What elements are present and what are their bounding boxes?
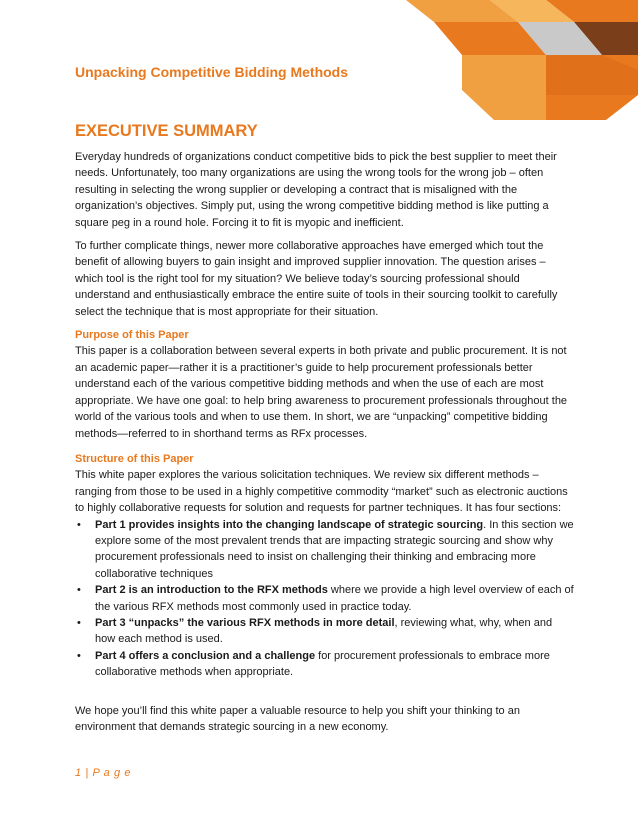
list-item [75, 648, 575, 681]
summary-paragraph-1: Everyday hundreds of organizations conduct competitive bids to pick the best supplier to meet their needs. Unfortunately, too many organizations are using the wrong tools for the wrong job – often resulting in selecting the wrong supplier or developing a contract that is misaligned with the organization’s objectives. Simply put, using the wrong competitive bidding method is like putting a square peg in a round hole. Forcing it to fit is myopic and inefficient. [75, 151, 557, 229]
page-number: 1 | P a g e [75, 767, 132, 779]
sections-list [75, 517, 575, 681]
list-item-bold: Part 2 is an introduction to the RFX methods [95, 584, 328, 597]
purpose-heading: Purpose of this Paper [75, 329, 189, 342]
executive-summary-heading: EXECUTIVE SUMMARY [75, 122, 258, 140]
structure-intro: This white paper explores the various solicitation techniques. We review six different methods – ranging from those to be used in a highly competitive commodity “market” such as electronic auctions to highly collaborative requests for solution and requests for partner techniques. It has four sections: [75, 469, 568, 515]
purpose-section [75, 327, 575, 442]
list-item-text: , reviewing what, why, when and how each method is used. [95, 616, 553, 646]
summary-paragraph-2: To further complicate things, newer more collaborative approaches have emerged which tout the benefit of allowing buyers to gain insight and improved supplier innovation. The question arises – which tool is the right tool for my situation? We believe today’s sourcing professional should understand and enthusiastically embrace the entire suite of tools in their sourcing toolkit to carefully select the technique that is most appropriate for their situation. [75, 240, 558, 318]
bullet-icon: • [77, 649, 81, 662]
list-item [75, 582, 575, 615]
list-item-text: . In this section we explore some of the most prevalent trends that are impacting strategic sourcing and show why procurement professionals need to insist on challenging their thinking and embracing more collaborative techniques [95, 518, 574, 580]
list-item-bold: Part 1 provides insights into the changing landscape of strategic sourcing [95, 518, 484, 531]
bullet-icon: • [77, 584, 81, 597]
purpose-text: This paper is a collaboration between several experts in both private and public procurement. It is not an academic paper—rather it is a practitioner’s guide to help procurement professionals better understand each of the various competitive bidding methods and when the use of each are most appropriate. We have one goal: to help bring awareness to procurement professionals throughout the world of the various tools and when to use them. In short, we are “unpacking” competitive bidding methods—referred to in shorthand terms as RFx processes. [75, 345, 568, 440]
structure-heading: Structure of this Paper [75, 452, 194, 465]
bullet-icon: • [77, 616, 81, 629]
list-item [75, 517, 575, 583]
list-item-bold: Part 4 offers a conclusion and a challenge [95, 649, 316, 662]
list-item-bold: Part 3 “unpacks” the various RFX methods in more detail [95, 616, 395, 629]
closing-paragraph: We hope you’ll find this white paper a valuable resource to help you shift your thinking to an environment that demands strategic sourcing in a new economy. [75, 704, 520, 733]
structure-section [75, 451, 575, 681]
logo-box-graphic [406, 0, 638, 120]
document-body [75, 121, 575, 742]
document-title: Unpacking Competitive Bidding Methods [75, 64, 349, 80]
bullet-icon: • [77, 518, 81, 531]
logo-face-bottom-left [462, 55, 546, 120]
list-item-text: for procurement professionals to embrace more collaborative methods when appropriate. [95, 649, 550, 679]
list-item [75, 615, 575, 648]
list-item-text: where we provide a high level overview of each of the various RFX methods most commonly used in practice today. [95, 584, 574, 613]
